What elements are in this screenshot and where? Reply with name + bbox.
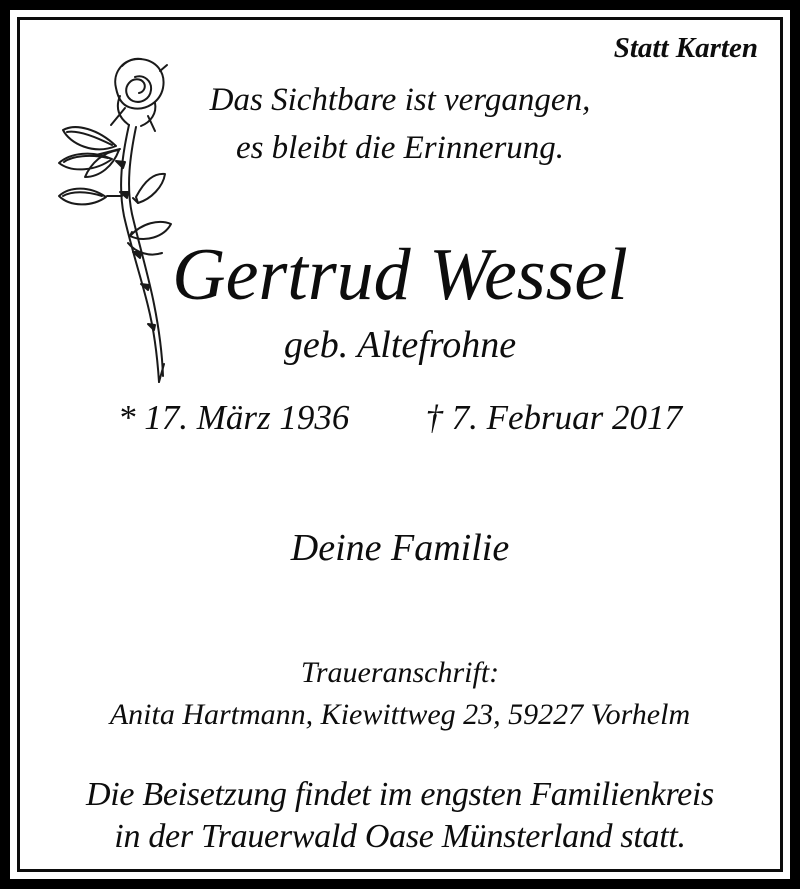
life-dates [20, 398, 780, 438]
death-date: † 7. Februar 2017 [425, 398, 683, 437]
mourning-address-label: Traueranschrift: [300, 656, 500, 689]
burial-note-line-2: in der Trauerwald Oase Münsterland statt. [114, 818, 686, 855]
epigraph-line-1: Das Sichtbare ist vergangen, [209, 82, 591, 118]
burial-note-line-1: Die Beisetzung findet im engsten Familienkreis [86, 776, 714, 813]
epigraph-line-2: es bleibt die Erinnerung. [235, 130, 565, 166]
farewell-text: Deine Familie [290, 527, 510, 569]
birth-date: * 17. März 1936 [117, 398, 350, 437]
statt-karten-note: Statt Karten [613, 32, 758, 64]
border-gap [10, 10, 790, 879]
burial-note [20, 774, 780, 858]
notice-card [17, 17, 783, 872]
deceased-name: Gertrud Wessel [172, 234, 628, 316]
mourning-address-value: Anita Hartmann, Kiewittweg 23, 59227 Vorhelm [109, 698, 691, 731]
maiden-name: geb. Altefrohne [283, 324, 517, 366]
mourning-address [20, 652, 780, 736]
epigraph [20, 76, 780, 172]
